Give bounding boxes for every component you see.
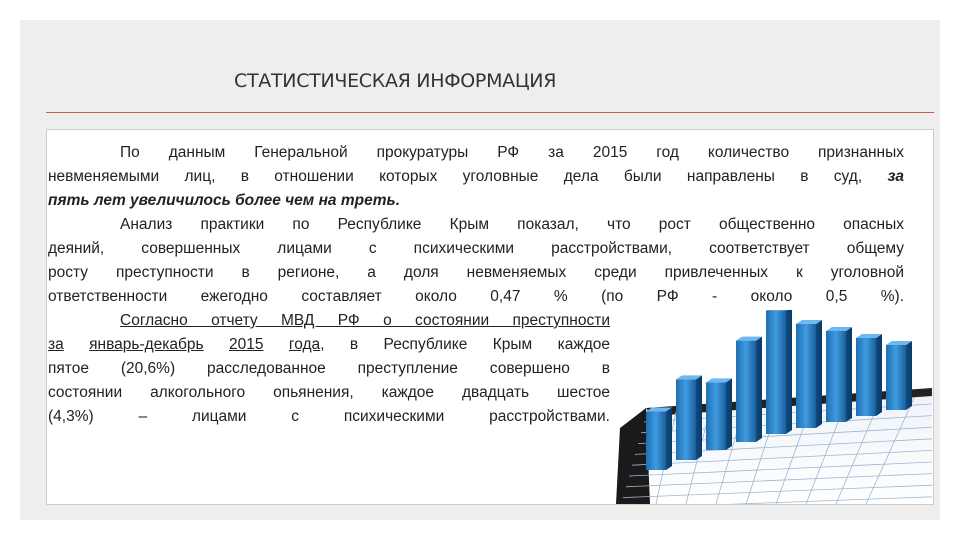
chart-bar xyxy=(796,320,822,428)
title-divider xyxy=(46,112,934,113)
paragraph-1-emphasis-start: за xyxy=(887,168,904,185)
chart-bar xyxy=(886,341,912,410)
paragraph-3-line-4: состоянии алкогольного опьянения, каждое двадцать шестое xyxy=(48,384,610,401)
paragraph-1-line-2-text: невменяемыми лиц, в отношении которых уголовные дела были направлены в суд, xyxy=(48,168,863,185)
paragraph-2-line-4: ответственности ежегодно составляет около 0,47 % (по РФ - около 0,5 %). xyxy=(48,288,904,305)
paragraph-1 xyxy=(48,141,904,213)
slide xyxy=(20,20,940,520)
paragraph-2-line-3: росту преступности в регионе, а доля невменяемых среди привлеченных к уголовной xyxy=(48,264,904,281)
paragraph-1-line-1: По данным Генеральной прокуратуры РФ за 2015 год количество признанных xyxy=(120,144,904,161)
chart-bar xyxy=(646,408,672,471)
paragraph-2 xyxy=(48,213,904,309)
chart-bar xyxy=(856,334,882,416)
chart-bar xyxy=(766,310,792,434)
paragraph-3 xyxy=(48,309,610,429)
paragraph-1-line-2 xyxy=(48,165,904,189)
chart-bar xyxy=(826,327,852,422)
paragraph-2-line-1: Анализ практики по Республике Крым показал, что рост общественно опасных xyxy=(120,216,904,233)
bar-chart-on-spreadsheet-icon xyxy=(616,310,932,504)
paragraph-2-line-2: деяний, совершенных лицами с психическими расстройствами, соответствует общему xyxy=(48,240,904,257)
paragraph-3-word-year: 2015 xyxy=(229,336,264,353)
chart-bar xyxy=(706,378,732,450)
chart-bar xyxy=(736,337,762,442)
paragraph-3-line-5: (4,3%) – лицами с психическими расстройствами. xyxy=(48,408,610,425)
paragraph-1-emphasis: пять лет увеличилось более чем на треть. xyxy=(48,192,401,209)
paragraph-3-line-2-rest: , в Республике Крым каждое xyxy=(320,336,610,353)
paragraph-3-word-goda: года xyxy=(288,336,321,353)
chart-bar xyxy=(676,375,702,460)
paragraph-3-line-3: пятое (20,6%) расследованное преступление совершено в xyxy=(48,360,610,377)
paragraph-3-word-za: за xyxy=(48,336,64,353)
paragraph-3-line-2 xyxy=(48,333,610,357)
paragraph-3-line-1: Согласно отчету МВД РФ о состоянии преступности xyxy=(120,312,610,329)
paragraph-3-word-period: январь-декабрь xyxy=(89,336,204,353)
page-title: СТАТИСТИЧЕСКАЯ ИНФОРМАЦИЯ xyxy=(234,70,557,92)
